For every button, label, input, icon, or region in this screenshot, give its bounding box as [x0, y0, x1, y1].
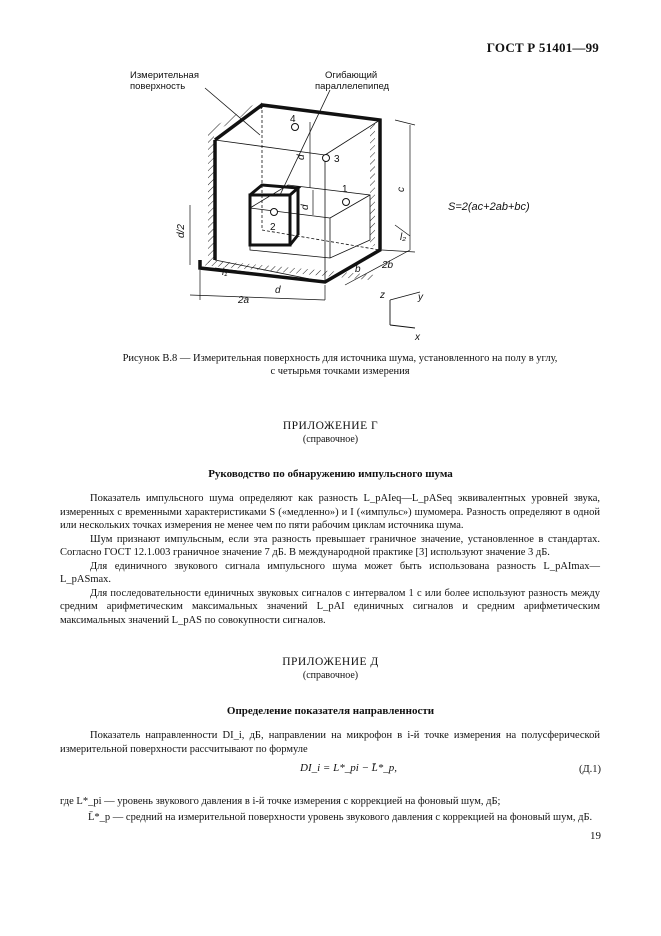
dim-l1: l₁: [222, 267, 228, 278]
dim-d-small: d: [300, 204, 311, 210]
dim-l2: l₂: [400, 232, 407, 243]
appendix-d-heading: Определение показателя направленности: [226, 705, 435, 717]
page-number: 19: [590, 830, 601, 842]
wall-hatch-right: [370, 122, 375, 248]
appendix-g-title: ПРИЛОЖЕНИЕ Г: [282, 420, 379, 432]
dim-2b: 2b: [382, 260, 394, 271]
appendix-g-p4: Для последовательности единичных звуковых сигналов с интервалом 1 с или более используют разность между средним арифметическим максимальных значений L_pAI единичных сигналов и средним арифметическим максимальных значений L_pAS по совокупности сигналов.: [60, 587, 600, 626]
appendix-g-body: [60, 492, 600, 627]
appendix-d-body: [60, 729, 600, 756]
where-line-2: L̄*_p — средний на измерительной поверхности уровень звукового давления с коррекцией на фоновый шум, дБ.: [88, 812, 593, 823]
figure-caption: Рисунок В.8 — Измерительная поверхность для источника шума, установленного на полу в углу, с четырьмя точками измерения: [122, 353, 558, 377]
dim-c: c: [396, 187, 407, 192]
formula-d1: DI_i = L*_pi − L̄*_p,: [300, 762, 398, 774]
appendix-g-heading: Руководство по обнаружению импульсного шума: [208, 468, 453, 480]
appendix-d-title: ПРИЛОЖЕНИЕ Д: [282, 656, 379, 668]
axis-x: x: [415, 332, 420, 343]
coordinate-axes: [390, 292, 420, 328]
point-2-marker: [271, 209, 278, 216]
dim-d-vertical: d: [296, 154, 307, 160]
point-4-label: 4: [290, 114, 296, 125]
point-3-label: 3: [334, 154, 340, 165]
point-1-label: 1: [342, 184, 348, 195]
appendix-g-p2: Шум признают импульсным, если эта разность превышает граничное значение, установленное в стандартах. Согласно ГОСТ 12.1.003 граничное значение 7 дБ. В международной практике [3] используют значение 3 дБ.: [60, 533, 600, 558]
dim-2a: 2a: [238, 295, 250, 306]
label-measurement-surface: Измерительная поверхность: [130, 70, 199, 92]
point-3-marker: [323, 155, 330, 162]
appendix-d-p1: Показатель направленности DI_i, дБ, направлении на микрофон в i-й точке измерения на полусферической измерительной поверхности рассчитывают по формуле: [60, 730, 600, 755]
surface-formula: S=2(ac+2ab+bc): [448, 201, 530, 213]
appendix-g-p3: Для единичного звукового сигнала импульсного шума может быть использована разность L_pAImax—L_pASmax.: [60, 560, 600, 585]
figure-b8: [130, 60, 570, 345]
point-2-label: 2: [270, 222, 276, 233]
axis-z: z: [380, 290, 385, 301]
where-line-1: где L*_pi — уровень звукового давления в i-й точке измерения с коррекцией на фоновый шум, дБ;: [60, 796, 501, 807]
axis-y: y: [418, 292, 423, 303]
standard-header: ГОСТ Р 51401—99: [486, 40, 599, 55]
appendix-g-p1: Показатель импульсного шума определяют как разность L_pAIeq—L_pASeq эквивалентных уровней звука, измеренных с временными характеристиками S («медленно») и I («импульс») шумомера. Разность определяют в одной или нескольких точках измерения не менее чем по пяти рабочим циклам источника шума.: [60, 493, 600, 531]
dim-b: b: [355, 264, 361, 275]
appendix-g-subtitle: (справочное): [302, 434, 359, 445]
point-1-marker: [343, 199, 350, 206]
dim-d: d: [275, 285, 281, 296]
equation-number: (Д.1): [578, 764, 601, 775]
appendix-d-subtitle: (справочное): [302, 670, 359, 681]
label-enveloping-box: Огибающий параллелепипед: [315, 70, 390, 92]
dim-d2: d/2: [176, 224, 187, 238]
